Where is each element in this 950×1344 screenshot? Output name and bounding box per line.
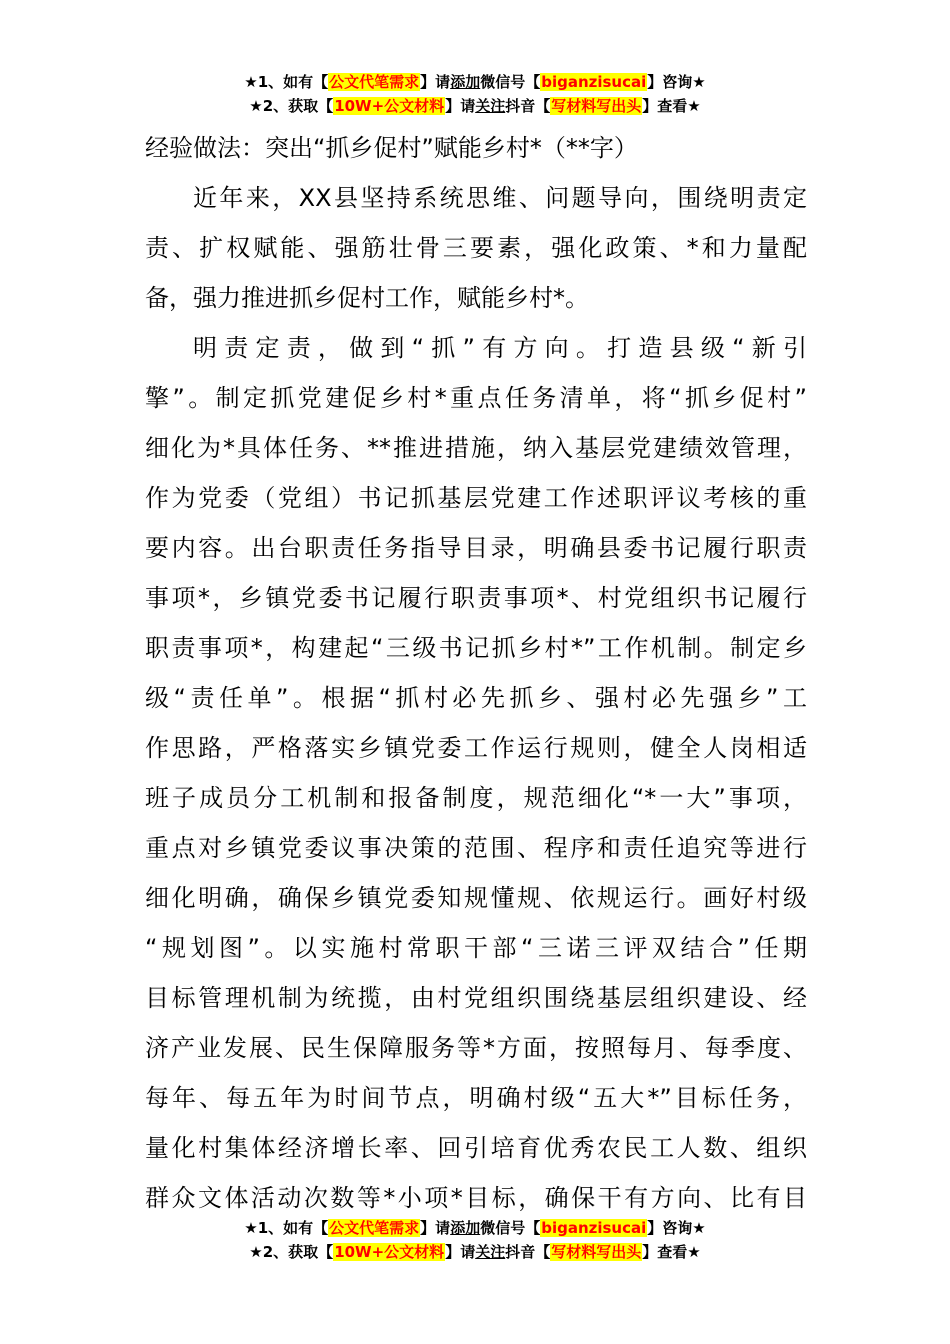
header-banner bbox=[0, 70, 950, 118]
paragraph-line: “规划图”。以实施村常职干部“三诺三评双结合”任期 bbox=[145, 934, 807, 962]
banner-highlight: 10W+公文材料 bbox=[334, 1243, 445, 1261]
paragraph-line: 近年来，XX县坚持系统思维、问题导向，围绕明责定 bbox=[193, 184, 807, 212]
banner-line-2: ★2、获取【10W+公文材料】请关注抖音【写材料写出头】查看★ bbox=[249, 1243, 701, 1261]
paragraph-line: 备，强力推进抓乡促村工作，赋能乡村*。 bbox=[145, 284, 589, 312]
paragraph-line: 职责事项*，构建起“三级书记抓乡村*”工作机制。制定乡 bbox=[145, 634, 807, 662]
paragraph-line: 量化村集体经济增长率、回引培育优秀农民工人数、组织 bbox=[145, 1134, 807, 1162]
paragraph-line: 要内容。出台职责任务指导目录，明确县委书记履行职责 bbox=[145, 534, 807, 562]
paragraph-line: 事项*，乡镇党委书记履行职责事项*、村党组织书记履行 bbox=[145, 584, 807, 612]
banner-line-2: ★2、获取【10W+公文材料】请关注抖音【写材料写出头】查看★ bbox=[249, 97, 701, 115]
paragraph-line: 作为党委（党组）书记抓基层党建工作述职评议考核的重 bbox=[145, 484, 807, 512]
paragraph-line: 重点对乡镇党委议事决策的范围、程序和责任追究等进行 bbox=[145, 834, 807, 862]
paragraph-line: 目标管理机制为统揽，由村党组织围绕基层组织建设、经 bbox=[145, 984, 807, 1012]
banner-highlight: biganzisucai bbox=[541, 1219, 647, 1237]
banner-line-1: ★1、如有【公文代笔需求】请添加微信号【biganzisucai】咨询★ bbox=[244, 1219, 706, 1237]
banner-highlight: 写材料写出头 bbox=[551, 97, 642, 115]
banner-highlight: 写材料写出头 bbox=[551, 1243, 642, 1261]
paragraph-line: 细化明确，确保乡镇党委知规懂规、依规运行。画好村级 bbox=[145, 884, 807, 912]
banner-highlight: 公文代笔需求 bbox=[329, 73, 420, 91]
banner-highlight: biganzisucai bbox=[541, 73, 647, 91]
paragraph-line: 作思路，严格落实乡镇党委工作运行规则，健全人岗相适 bbox=[145, 734, 807, 762]
banner-highlight: 公文代笔需求 bbox=[329, 1219, 420, 1237]
document-title: 经验做法：突出“抓乡促村”赋能乡村*（**字） bbox=[145, 134, 638, 162]
paragraph-line: 责、扩权赋能、强筋壮骨三要素，强化政策、*和力量配 bbox=[145, 234, 807, 262]
paragraph-line: 擎”。制定抓党建促乡村*重点任务清单，将“抓乡促村” bbox=[145, 384, 807, 412]
paragraph-line: 每年、每五年为时间节点，明确村级“五大*”目标任务， bbox=[145, 1084, 807, 1112]
paragraph-line: 班子成员分工机制和报备制度，规范细化“*一大”事项， bbox=[145, 784, 807, 812]
paragraph-line: 细化为*具体任务、**推进措施，纳入基层党建绩效管理， bbox=[145, 434, 807, 462]
paragraph-line: 群众文体活动次数等*小项*目标，确保干有方向、比有目 bbox=[145, 1184, 807, 1212]
document-body bbox=[145, 123, 807, 1223]
paragraph-line: 级“责任单”。根据“抓村必先抓乡、强村必先强乡”工 bbox=[145, 684, 807, 712]
banner-line-1: ★1、如有【公文代笔需求】请添加微信号【biganzisucai】咨询★ bbox=[244, 73, 706, 91]
paragraph-line: 济产业发展、民生保障服务等*方面，按照每月、每季度、 bbox=[145, 1034, 807, 1062]
paragraph-line: 明责定责，做到“抓”有方向。打造县级“新引 bbox=[193, 334, 807, 362]
banner-highlight: 10W+公文材料 bbox=[334, 97, 445, 115]
footer-banner bbox=[0, 1216, 950, 1264]
